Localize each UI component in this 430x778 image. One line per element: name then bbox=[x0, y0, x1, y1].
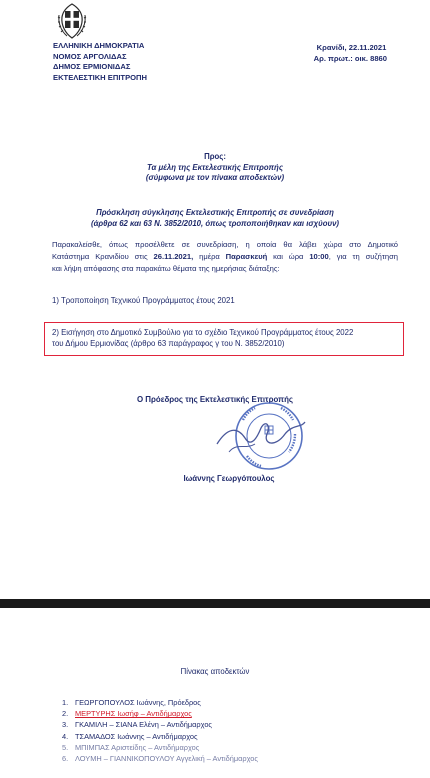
addressee-line: Τα μέλη της Εκτελεστικής Επιτροπής bbox=[147, 162, 283, 172]
list-item-text: ΓΕΩΡΓΟΠΟΥΛΟΣ Ιωάννης, Πρόεδρος bbox=[75, 698, 201, 707]
invitation-title-line: Πρόσκληση σύγκλησης Εκτελεστικής Επιτροπής σε συνεδρίαση bbox=[96, 208, 334, 217]
paragraph-text: Κατάστημα Κρανιδίου στις bbox=[52, 252, 154, 262]
list-item-number: 4. bbox=[62, 731, 69, 741]
list-item-number: 3. bbox=[62, 720, 69, 730]
list-item-number: 2. bbox=[62, 709, 69, 719]
list-item bbox=[62, 697, 258, 708]
document-date: Κρανίδι, 22.11.2021 bbox=[316, 43, 387, 52]
list-item-number: 1. bbox=[62, 698, 69, 707]
meeting-time: 10:00 bbox=[309, 252, 329, 262]
meeting-day: Παρασκευή bbox=[225, 252, 268, 262]
list-item bbox=[62, 753, 258, 764]
invitation-subtitle-line: (άρθρα 62 και 63 Ν. 3852/2010, όπως τροποποιήθηκαν και ισχύουν) bbox=[90, 218, 339, 228]
paragraph-line: και λήψη απόφασης στα παρακάτω θέματα της ημερήσιας διάταξης: bbox=[52, 264, 280, 274]
list-item-number: 5. bbox=[62, 742, 69, 752]
agenda-item-1: 1) Τροποποίηση Τεχνικού Προγράμματος έτους 2021 bbox=[52, 296, 235, 305]
agenda-item-2 bbox=[52, 327, 398, 349]
paragraph-line bbox=[52, 251, 398, 263]
agenda-item-2-line: του Δήμου Ερμιονίδας (άρθρο 63 παράγραφος γ του Ν. 3852/2010) bbox=[52, 339, 285, 349]
list-item-text: ΓΚΑΜΙΛΗ – ΣΙΑΝΑ Ελένη – Αντιδήμαρχος bbox=[75, 720, 212, 730]
paragraph-text: ημέρα bbox=[193, 252, 226, 262]
invitation-title bbox=[0, 208, 430, 229]
paragraph-text: και ώρα bbox=[267, 252, 310, 262]
list-item bbox=[62, 742, 258, 753]
list-item-text: ΛΟΥΜΗ – ΓΙΑΝΝΙΚΟΠΟΥΛΟΥ Αγγελική – Αντιδήμαρχος bbox=[75, 754, 258, 764]
list-item-number: 6. bbox=[62, 754, 69, 764]
recipients-title: Πίνακας αποδεκτών bbox=[180, 667, 250, 676]
issuer-line: ΕΛΛΗΝΙΚΗ ΔΗΜΟΚΡΑΤΙΑ bbox=[53, 41, 145, 50]
addressee-label: Προς: bbox=[204, 152, 226, 161]
recipients-list bbox=[62, 697, 258, 764]
meeting-date: 26.11.2021, bbox=[153, 252, 194, 262]
invitation-paragraph bbox=[52, 239, 398, 276]
issuer-line: ΝΟΜΟΣ ΑΡΓΟΛΙΔΑΣ bbox=[53, 51, 127, 61]
list-item-text: ΤΣΑΜΑΔΟΣ Ιωάννης – Αντιδήμαρχος bbox=[75, 731, 198, 741]
signatory-name: Ιωάννης Γεωργόπουλος bbox=[183, 474, 275, 483]
protocol-number: Αρ. πρωτ.: οικ. 8860 bbox=[313, 53, 387, 63]
municipal-seal-stamp bbox=[215, 398, 307, 474]
issuer-line: ΔΗΜΟΣ ΕΡΜΙΟΝΙΔΑΣ bbox=[53, 62, 131, 72]
addressee-block bbox=[0, 152, 430, 184]
agenda-item-2-line: 2) Εισήγηση στο Δημοτικό Συμβούλιο για το σχέδιο Τεχνικού Προγράμματος έτους 2022 bbox=[52, 328, 354, 337]
list-item bbox=[62, 719, 258, 730]
list-item-text: ΜΠΙΜΠΑΣ Αριστείδης – Αντιδήμαρχος bbox=[75, 742, 200, 752]
list-item bbox=[62, 708, 258, 719]
signatory-role: Ο Πρόεδρος της Εκτελεστικής Επιτροπής bbox=[136, 395, 294, 404]
greek-emblem-icon bbox=[55, 3, 89, 40]
addressee-note: (σύμφωνα με τον πίνακα αποδεκτών) bbox=[145, 173, 285, 182]
issuer-line: ΕΚΤΕΛΕΣΤΙΚΗ ΕΠΙΤΡΟΠΗ bbox=[53, 72, 148, 82]
paragraph-line: Παρακαλείσθε, όπως προσέλθετε σε συνεδρίαση, η οποία θα λάβει χώρα στο Δημοτικό bbox=[52, 240, 398, 249]
list-item-text: ΜΕΡΤΥΡΗΣ Ιωσήφ – Αντιδήμαρχος bbox=[75, 709, 192, 719]
issuer-header bbox=[53, 41, 147, 83]
list-item bbox=[62, 731, 258, 742]
paragraph-text: , για τη συζήτηση bbox=[328, 252, 398, 262]
page-break-divider bbox=[0, 599, 430, 608]
document-meta bbox=[314, 43, 387, 64]
